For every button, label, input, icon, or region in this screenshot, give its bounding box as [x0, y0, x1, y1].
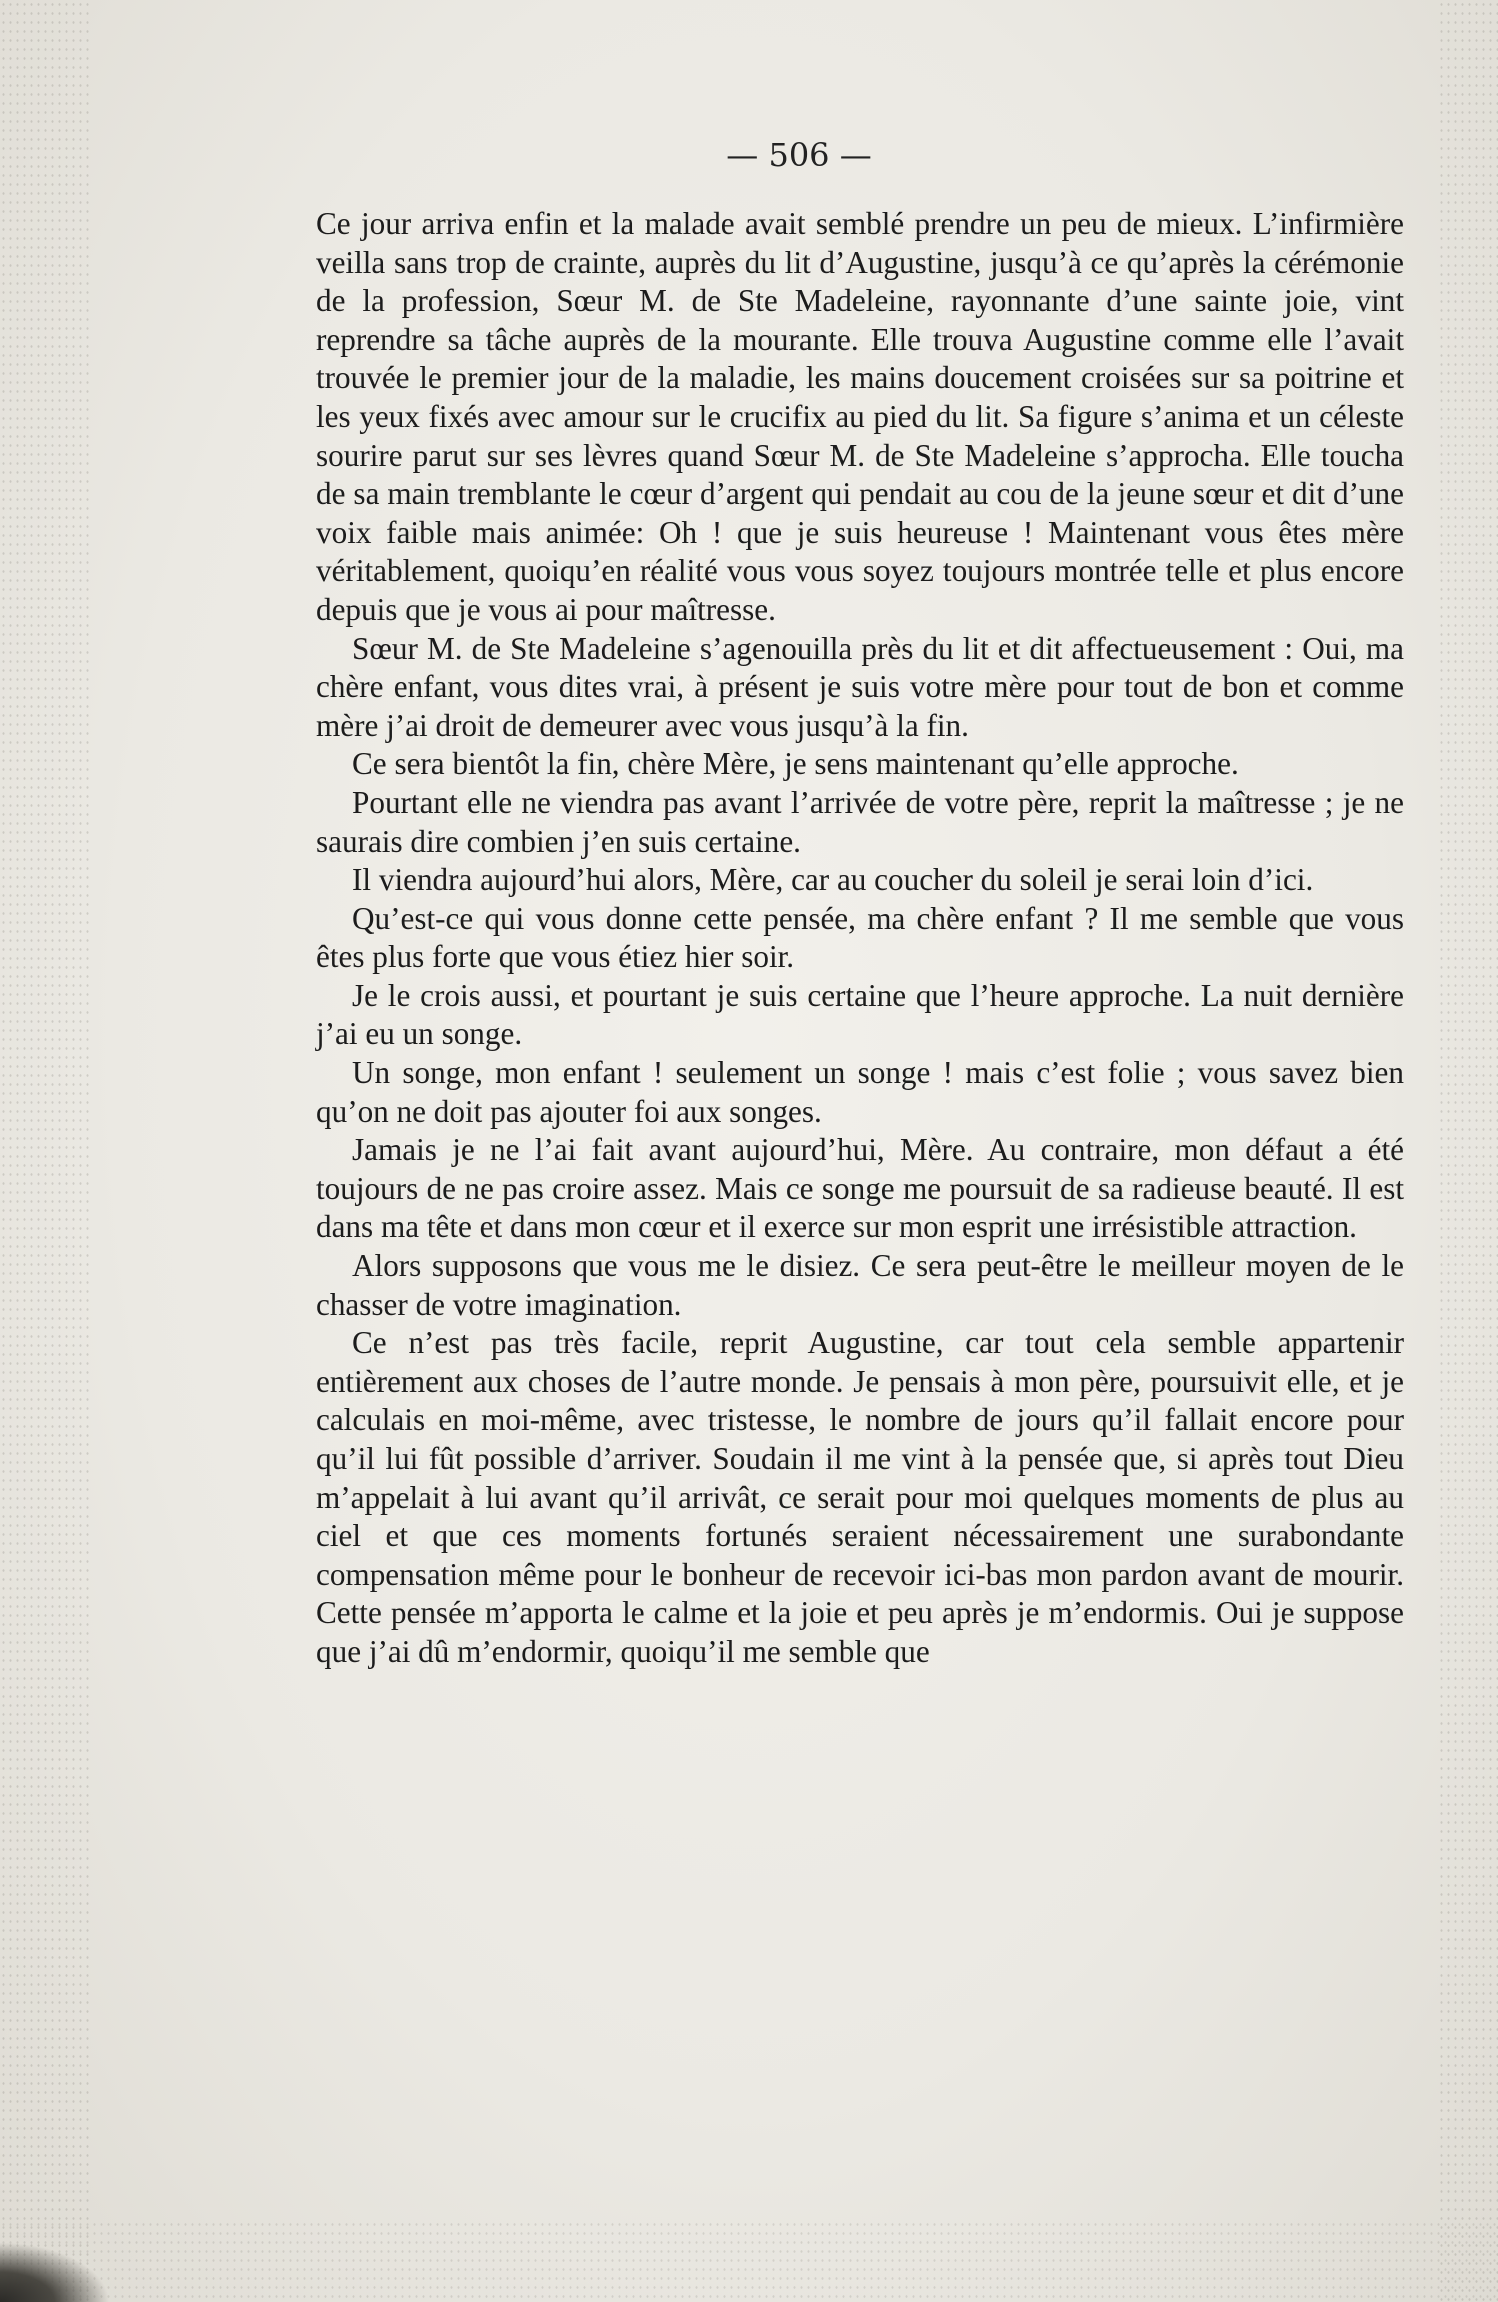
bottom-margin-speckle: [0, 2220, 1498, 2302]
paragraph-4: Pourtant elle ne viendra pas avant l’arrivée de votre père, reprit la maîtresse ; je ne saurais dire combien j’en suis certaine.: [316, 784, 1404, 859]
paragraph-11: Ce n’est pas très facile, reprit Augustine, car tout cela semble appartenir entièrement aux choses de l’autre monde. Je pensais à mon père, poursuivit elle, et je calculais en moi-même, avec tristesse, le nombre de jours qu’il fallait encore pour qu’il lui fût possible d’arriver. Soudain il me vint à la pensée que, si après tout Dieu m’appelait à lui avant qu’il arrivât, ce serait pour moi quelques moments de plus au ciel et que ces moments fortunés seraient nécessairement une surabondante compensation même pour le bonheur de recevoir ici-bas mon pardon avant de mourir. Cette pensée m’apporta le calme et la joie et peu après je m’endormis. Oui je suppose que j’ai dû m’endormir, quoiqu’il me semble que: [316, 1325, 1404, 1669]
paragraph-5: Il viendra aujourd’hui alors, Mère, car au coucher du soleil je serai loin d’ici.: [352, 862, 1314, 898]
paragraph-1: Ce jour arriva enfin et la malade avait semblé prendre un peu de mieux. L’infirmière veilla sans trop de crainte, auprès du lit d’Augustine, jusqu’à ce qu’après la cérémonie de la profession, Sœur M. de Ste Madeleine, rayonnante d’une sainte joie, vint reprendre sa tâche auprès de la mourante. Elle trouva Augustine comme elle l’avait trouvée le premier jour de la maladie, les mains doucement croisées sur sa poitrine et les yeux fixés avec amour sur le crucifix au pied du lit. Sa figure s’anima et un céleste sourire parut sur ses lèvres quand Sœur M. de Ste Madeleine s’approcha. Elle toucha de sa main tremblante le cœur d’argent qui pendait au cou de la jeune sœur et dit d’une voix faible mais animée: Oh ! que je suis heureuse ! Maintenant vous êtes mère véritablement, quoiqu’en réalité vous vous soyez toujours montrée telle et plus encore depuis que je vous ai pour maîtresse.: [316, 206, 1404, 627]
body-text: [316, 205, 1404, 1672]
paragraph-10: Alors supposons que vous me le disiez. Ce sera peut-être le meilleur moyen de le chasser de votre imagination.: [316, 1248, 1404, 1322]
right-margin-speckle: [1438, 0, 1498, 2302]
paragraph-7: Je le crois aussi, et pourtant je suis certaine que l’heure approche. La nuit dernière j’ai eu un songe.: [316, 977, 1404, 1052]
corner-ink-blot: [0, 2242, 110, 2302]
paragraph-3: Ce sera bientôt la fin, chère Mère, je sens maintenant qu’elle approche.: [352, 746, 1239, 782]
paragraph-8: Un songe, mon enfant ! seulement un songe ! mais c’est folie ; vous savez bien qu’on ne doit pas ajouter foi aux songes.: [316, 1055, 1404, 1129]
left-margin-speckle: [0, 0, 90, 2302]
paragraph-6: Qu’est-ce qui vous donne cette pensée, ma chère enfant ? Il me semble que vous êtes plus forte que vous étiez hier soir.: [316, 900, 1404, 975]
page-number: — 506 —: [726, 136, 872, 174]
paragraph-9: Jamais je ne l’ai fait avant aujourd’hui, Mère. Au contraire, mon défaut a été toujours de ne pas croire assez. Mais ce songe me poursuit de sa radieuse beauté. Il est dans ma tête et dans mon cœur et il exerce sur mon esprit une irrésistible attraction.: [316, 1132, 1404, 1245]
paragraph-2: Sœur M. de Ste Madeleine s’agenouilla près du lit et dit affectueusement : Oui, ma chère enfant, vous dites vrai, à présent je suis votre mère pour tout de bon et comme mère j’ai droit de demeurer avec vous jusqu’à la fin.: [316, 630, 1404, 743]
